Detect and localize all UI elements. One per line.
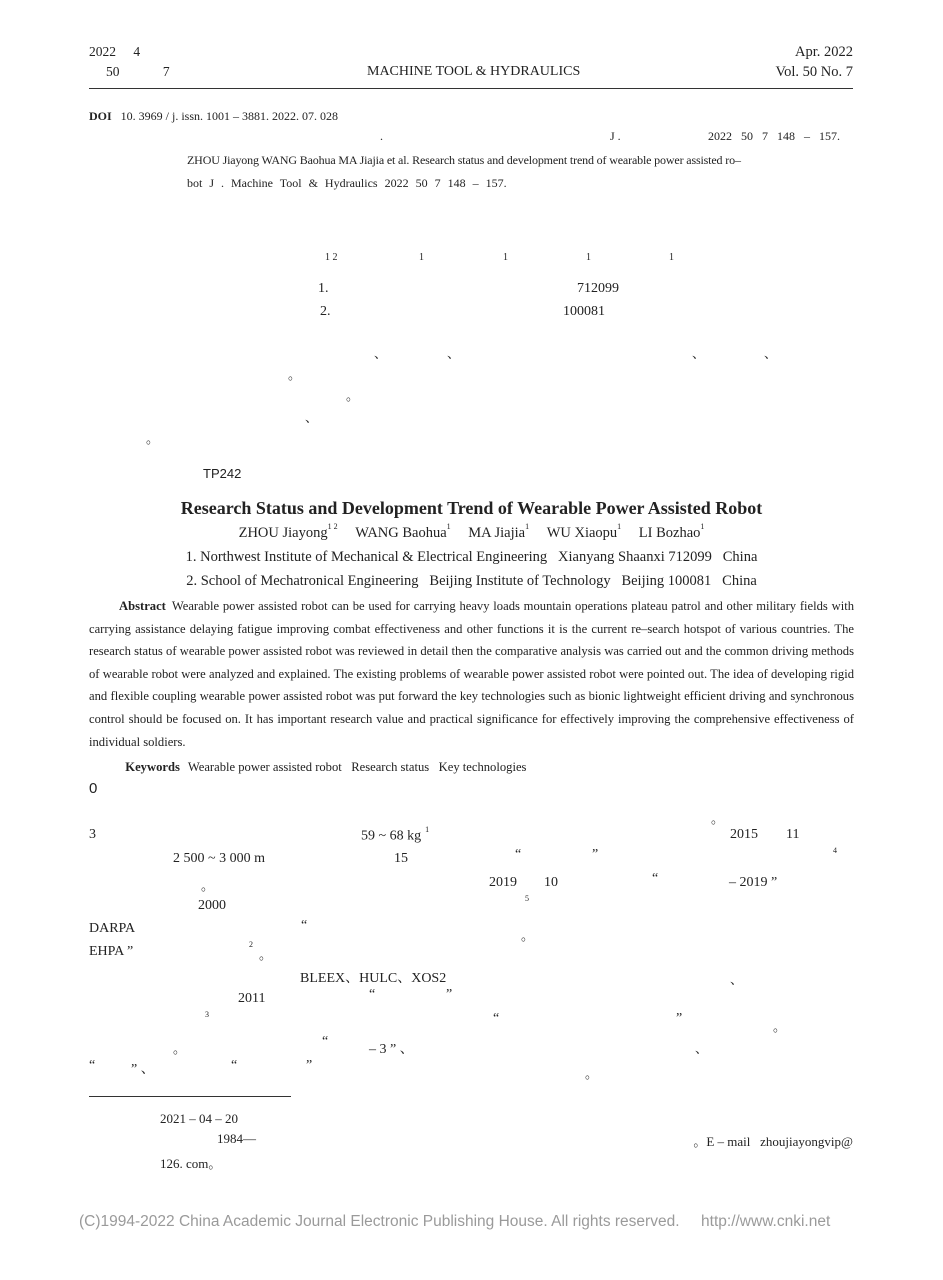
cn-aff-num-2: 2. (320, 304, 331, 319)
body-fragment: 2 500 ~ 3 000 m (173, 851, 265, 866)
citation-sup: 2 (249, 940, 253, 949)
cn-author-sup-5: 1 (669, 252, 674, 263)
footnote-email[interactable]: 。E – mail zhoujiayongvip@ (693, 1134, 853, 1149)
header-month: 4 (133, 44, 141, 59)
body-fragment: 3 (89, 827, 96, 842)
classification-code: TP242 (203, 466, 242, 481)
body-fragment: – 2019 ” (729, 875, 778, 890)
header-no: 7 (162, 64, 170, 79)
copyright-notice: (C)1994-2022 China Academic Journal Electronic Publishing House. All rights reserved. http://www.cnki.net (79, 1213, 831, 1230)
doi-value[interactable]: 10. 3969 / j. issn. 1001 – 3881. 2022. 07. 028 (120, 109, 339, 123)
english-title: Research Status and Development Trend of Wearable Power Assisted Robot (180, 498, 763, 518)
cn-aff-code-1: 712099 (577, 281, 619, 296)
header-date: Apr. 2022 (795, 44, 853, 60)
author-sup: 1 (446, 522, 451, 531)
body-fragment: 2019 (489, 875, 517, 890)
cn-author-sup-4: 1 (586, 252, 591, 263)
cn-aff-num-1: 1. (318, 281, 329, 296)
doi-line (89, 109, 338, 124)
cn-abstract-mark: 。 (346, 388, 360, 403)
body-fragment: “ (515, 847, 522, 862)
body-fragment: 。 (773, 1019, 787, 1034)
cn-abstract-mark: 、 (374, 346, 388, 361)
body-fragment: ” (676, 1011, 683, 1026)
author-name: WU Xiaopu (546, 524, 618, 541)
body-fragment: DARPA (89, 921, 136, 936)
header-year-month (89, 44, 140, 60)
cn-abstract-mark: 。 (288, 367, 302, 382)
body-fragment: 。 (585, 1066, 599, 1081)
body-fragment: 、 (730, 972, 744, 987)
body-fragment: EHPA ” (89, 944, 134, 959)
section-heading-0: 0 (89, 780, 98, 797)
footnote-email-domain: 126. com。 (160, 1156, 222, 1171)
body-fragment: “ (231, 1058, 238, 1073)
header-year: 2022 (89, 44, 116, 59)
header-volume: Vol. 50 No. 7 (775, 64, 853, 80)
doi-label: DOI (89, 109, 112, 123)
english-affiliation-1: 1. Northwest Institute of Mechanical & Electrical Engineering Xianyang Shaanxi 712099 China (185, 549, 758, 565)
body-fragment: “ (493, 1011, 500, 1026)
body-fragment: ” (306, 1058, 313, 1073)
body-fragment: 。 (201, 878, 215, 893)
footnote-rule (89, 1096, 291, 1097)
keywords-line (119, 745, 526, 775)
body-fragment: ” (592, 847, 599, 862)
author-sup: 1 (617, 522, 622, 531)
body-fragment: “ (301, 918, 308, 933)
citation-cn-j: J . (610, 129, 621, 143)
cn-abstract-mark: 、 (692, 346, 706, 361)
body-fragment: – 3 ” 、 (369, 1042, 414, 1057)
body-fragment: 、 (695, 1041, 709, 1056)
citation-cn-tail: 2022 50 7 148 – 157. (708, 129, 840, 143)
citation-en-line2: bot J . Machine Tool & Hydraulics 2022 50 7 148 – 157. (187, 176, 507, 190)
citation-en-line1: ZHOU Jiayong WANG Baohua MA Jiajia et al. Research status and development trend of wearable power assisted ro– (187, 153, 741, 167)
abstract-label: Abstract (119, 599, 166, 613)
body-fragment: 15 (394, 851, 408, 866)
body-fragment: “ (89, 1058, 96, 1073)
cn-aff-code-2: 100081 (563, 304, 605, 319)
header-rule (89, 88, 853, 89)
body-fragment: BLEEX、HULC、XOS2 (300, 971, 447, 986)
keywords-text: Wearable power assisted robot Research status Key technologies (187, 760, 527, 774)
cn-author-sup-2: 1 (419, 252, 424, 263)
cn-abstract-mark: 、 (447, 346, 461, 361)
citation-cn-dot: . (380, 129, 383, 143)
cn-author-sup-3: 1 (503, 252, 508, 263)
body-fragment-text: 59 ~ 68 kg (361, 828, 422, 844)
author-sup: 1 (525, 522, 530, 531)
body-fragment: ” 、 (131, 1062, 155, 1077)
body-fragment: 。 (259, 947, 273, 962)
citation-sup: 3 (205, 1010, 209, 1019)
keywords-label: Keywords (125, 760, 180, 774)
author-name: MA Jiajia (468, 524, 526, 541)
citation-sup: 1 (425, 825, 430, 834)
body-fragment: “ (322, 1034, 329, 1049)
footnote-birth-year: 1984— (217, 1131, 256, 1146)
body-fragment (361, 827, 429, 845)
cn-abstract-mark: 。 (146, 431, 160, 446)
cn-author-sup-1: 1 2 (325, 252, 338, 263)
body-fragment: 。 (173, 1041, 187, 1056)
journal-title: MACHINE TOOL & HYDRAULICS (367, 64, 581, 79)
body-fragment: “ (369, 987, 376, 1002)
english-authors (0, 524, 943, 542)
body-fragment: “ (652, 871, 659, 886)
cn-abstract-mark: 、 (305, 410, 319, 425)
footnote-received-date: 2021 – 04 – 20 (160, 1111, 238, 1126)
citation-sup: 4 (833, 846, 837, 855)
author-name: LI Bozhao (638, 524, 701, 541)
body-fragment: ” (446, 987, 453, 1002)
author-name: ZHOU Jiayong (238, 524, 328, 541)
author-name: WANG Baohua (355, 524, 447, 541)
body-fragment: 2011 (238, 991, 266, 1006)
english-affiliation-2: 2. School of Mechatronical Engineering Beijing Institute of Technology Beijing 100081 China (186, 573, 757, 589)
citation-sup: 5 (525, 894, 529, 903)
body-fragment: 2015 (730, 827, 758, 842)
author-sup: 1 (700, 522, 705, 531)
body-fragment: 。 (711, 811, 725, 826)
author-sup: 1 2 (327, 522, 338, 531)
body-fragment: 。 (521, 928, 535, 943)
abstract-text: Wearable power assisted robot can be used for carrying heavy loads mountain operations plateau patrol and other military fields with carrying assistance delaying fatigue improving combat effectiveness and other functions it is the current re–search hotspot of various countries. The research status of wearable power assisted robot was reviewed in detail then the comparative analysis was carried out and the common driving methods of wearable robot were analyzed and explained. The existing problems of wearable power assisted robot were pointed out. The idea of developing rigid and flexible coupling wearable power assisted robot was put forward the key technologies such as bionic lightweight efficient driving and synchronous control should be focused on. It has important research value and practical significance for effectively improving the comprehensive effectiveness of individual soldiers. (89, 599, 854, 749)
header-vol-no (106, 64, 170, 80)
english-abstract (89, 595, 854, 753)
cn-abstract-mark: 、 (764, 346, 778, 361)
header-vol: 50 (106, 64, 120, 79)
body-fragment: 10 (544, 875, 558, 890)
body-fragment: 2000 (198, 898, 226, 913)
body-fragment: 11 (786, 827, 800, 842)
